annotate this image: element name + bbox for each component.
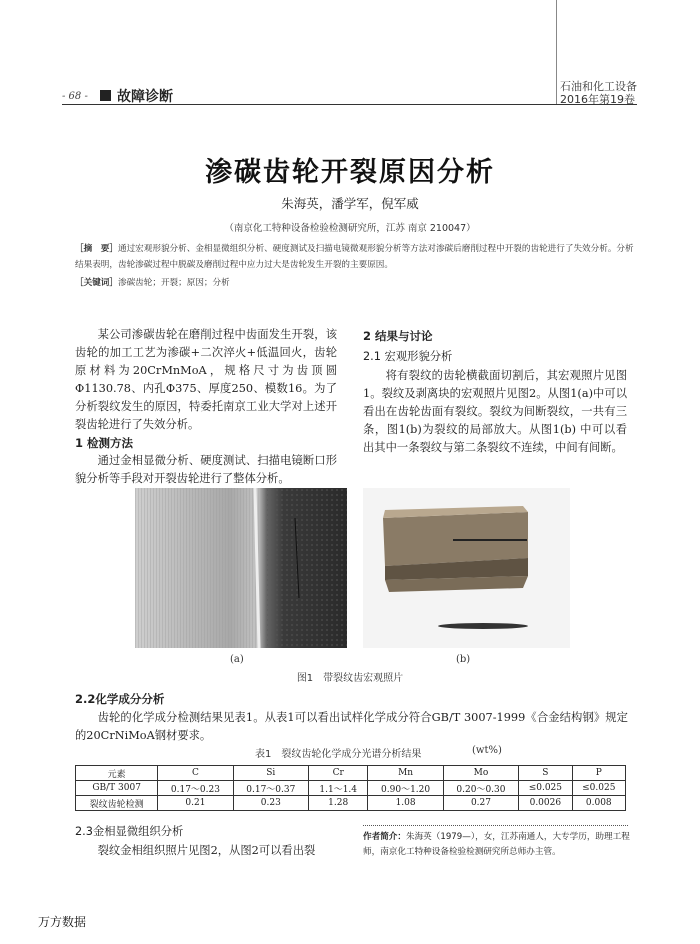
table-header-cell: Mn	[368, 766, 443, 781]
figure-1b-drawing	[363, 488, 570, 648]
table-cell: 0.17～0.23	[158, 781, 233, 796]
abstract	[75, 241, 640, 273]
section-square-icon	[100, 90, 111, 101]
figure-1-caption: 图1 带裂纹齿宏观照片	[296, 673, 404, 684]
section-2-1-text: 将有裂纹的齿轮横截面切割后，其宏观照片见图1。裂纹及剥离块的宏观照片见图2。从图1(a)中可以看出在齿轮齿面有裂纹。裂纹为间断裂纹，一共有三条，图1(b)为裂纹的局部放大。从图1(b) 中可以看出其中一条裂纹与第二条裂纹不连续，中间有间断。	[363, 369, 627, 454]
table-1-unit: (wt%)	[472, 745, 502, 756]
footer-watermark: 万方数据	[38, 915, 87, 929]
section-2-1-heading: 2.1 宏观形貌分析	[363, 350, 453, 363]
affiliation: （南京化工特种设备检验检测研究所，江苏 南京 210047）	[224, 223, 476, 234]
table-cell: 1.1～1.4	[308, 781, 367, 796]
table-cell: 0.90～1.20	[368, 781, 443, 796]
table-cell: 裂纹齿轮检测	[76, 796, 158, 811]
figure-1a-photo	[135, 488, 347, 648]
table-cell: 1.08	[368, 796, 443, 811]
keywords	[75, 276, 640, 288]
section-header: 故障诊断	[117, 89, 173, 105]
table-1-caption: 表1 裂纹齿轮化学成分光谱分析结果	[255, 749, 422, 760]
section-2-heading: 2 结果与讨论	[363, 329, 433, 343]
chemical-composition-table	[75, 765, 626, 811]
table-header-cell: Mo	[443, 766, 518, 781]
abstract-text: 通过宏观形貌分析、金相显微组织分析、硬度测试及扫描电镜微观形貌分析等方法对渗碳后磨削过程中开裂的齿轮进行了失效分析。分析结果表明，齿轮渗碳过程中脱碳及磨削过程中应力过大是齿轮发生开裂的主要原因。	[75, 244, 634, 270]
table-cell: GB/T 3007	[76, 781, 158, 796]
table-cell: ≤0.025	[572, 781, 625, 796]
author-bio-text: 朱海英（1979—），女，江苏南通人，大专学历，助理工程师，南京化工特种设备检验检测研究所总师办主管。	[363, 832, 630, 857]
table-row	[76, 796, 626, 811]
footnote-rule	[363, 825, 628, 826]
figure-1a-texture	[135, 488, 347, 648]
table-header-cell: 元素	[76, 766, 158, 781]
figure-1b-photo	[363, 488, 570, 648]
section-2-3-heading: 2.3金相显微组织分析	[75, 825, 184, 838]
table-cell: 0.0026	[519, 796, 572, 811]
page-number: - 68 -	[62, 91, 88, 102]
section-1-text: 通过金相显微分析、硬度测试、扫描电镜断口形貌分析等手段对开裂齿轮进行了整体分析。	[75, 454, 337, 485]
header-vertical-rule	[556, 0, 557, 104]
table-cell: 0.27	[443, 796, 518, 811]
table-header-cell: Cr	[308, 766, 367, 781]
table-cell: 0.17～0.37	[233, 781, 308, 796]
table-header-cell: P	[572, 766, 625, 781]
table-header-cell: Si	[233, 766, 308, 781]
keywords-label: ［关键词］	[75, 278, 118, 288]
authors: 朱海英，潘学军，倪军威	[281, 196, 419, 211]
abstract-label: ［摘 要］	[75, 244, 118, 254]
table-header-row	[76, 766, 626, 781]
intro-paragraph: 某公司渗碳齿轮在磨削过程中齿面发生开裂，该齿轮的加工工艺为渗碳+二次淬火+低温回火，齿轮原材料为20CrMnMoA，规格尺寸为齿顶圆Φ1130.78、内孔Φ375、厚度250、模数16。为了分析裂纹发生的原因，特委托南京工业大学对上述开裂齿轮进行了失效分析。	[75, 328, 337, 431]
section-2-3-text: 裂纹金相组织照片见图2，从图2可以看出裂	[97, 844, 316, 857]
journal-info	[560, 80, 637, 106]
table-cell: 0.008	[572, 796, 625, 811]
journal-issue: 2016年第19卷	[560, 93, 635, 106]
table-row	[76, 781, 626, 796]
table-cell: ≤0.025	[519, 781, 572, 796]
article-title: 渗碳齿轮开裂原因分析	[205, 157, 495, 188]
table-cell: 1.28	[308, 796, 367, 811]
section-2-2-text: 齿轮的化学成分检测结果见表1。从表1可以看出试样化学成分符合GB/T 3007-1999《合金结构钢》规定的20CrNiMoA钢材要求。	[75, 711, 628, 742]
figure-1b-label: (b)	[456, 654, 471, 665]
table-cell: 0.21	[158, 796, 233, 811]
journal-name: 石油和化工设备	[560, 80, 637, 93]
table-header-cell: S	[519, 766, 572, 781]
table-header-cell: C	[158, 766, 233, 781]
figure-1a-label: (a)	[230, 654, 244, 665]
author-bio	[363, 830, 631, 860]
table-cell: 0.23	[233, 796, 308, 811]
keywords-text: 渗碳齿轮；开裂；原因；分析	[117, 278, 230, 288]
section-1-heading: 1 检测方法	[75, 436, 134, 450]
table-cell: 0.20～0.30	[443, 781, 518, 796]
section-2-2-heading: 2.2化学成分分析	[75, 692, 165, 706]
author-bio-label: 作者简介：	[363, 832, 406, 842]
